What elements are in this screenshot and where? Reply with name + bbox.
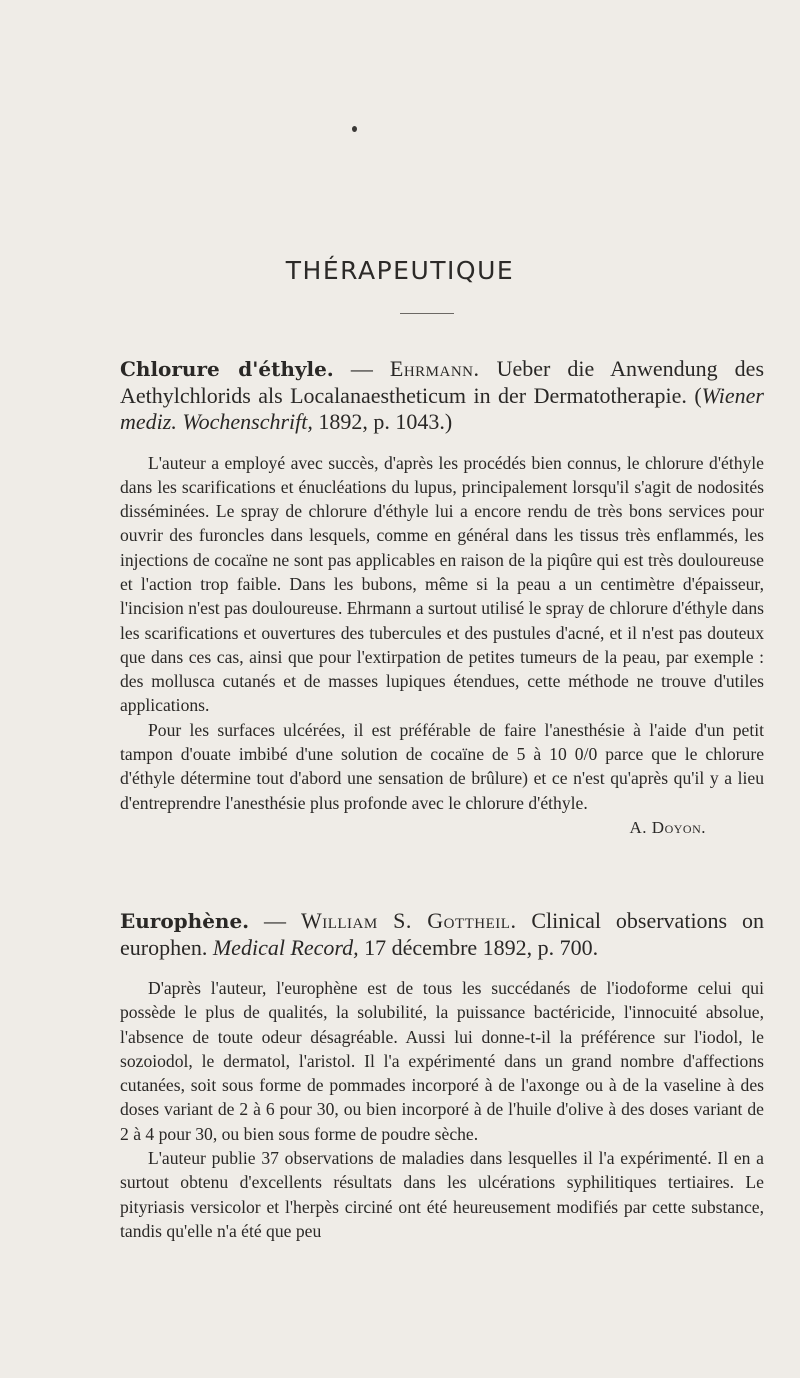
article-author: William S. Gottheil.	[300, 908, 517, 933]
section-title: THÉRAPEUTIQUE	[285, 256, 515, 285]
article-body	[120, 451, 764, 815]
article-subject: Europhène.	[120, 909, 250, 933]
article-subject: Chlorure d'éthyle.	[120, 357, 334, 381]
journal-name: Medical Record,	[212, 934, 359, 960]
signature: A. Doyon.	[629, 817, 706, 837]
article-author: Ehrmann.	[389, 356, 480, 381]
printer-dot	[352, 126, 357, 132]
paragraph: L'auteur publie 37 observations de maladies dans lesquelles il l'a expérimenté. Il en a surtout obtenu d'excellents résultats dans les ulcérations syphilitiques tertiaires. Le pityriasis versicolor et l'herpès circiné ont été heureusement modifiés par cette substance, tandis qu'elle n'a été que peu	[120, 1148, 764, 1241]
reference-title: Clinical observations on europhen.	[120, 908, 765, 960]
journal-name: Wiener mediz. Wochenschrift,	[120, 382, 764, 434]
paragraph: D'après l'auteur, l'europhène est de tous les succédanés de l'iodoforme celui qui possède le plus de qualités, la solubilité, la puissance bactéricide, l'innocuité absolue, l'absence de toute odeur désagréable. Aussi lui donne-t-il la préférence sur l'iodol, le sozoiodol, le dermatol, l'aristol. Il l'a expérimenté dans un grand nombre d'affections cutanées, soit sous forme de pommades incorporé à de l'axonge ou à de la vaseline à des doses variant de 2 à 6 pour 30, ou bien incorporé à de l'huile d'olive à des doses variant de 2 à 4 pour 30, ou bien sous forme de poudre sèche.	[120, 978, 764, 1144]
title-rule	[400, 313, 454, 314]
article-heading	[120, 908, 764, 961]
article-chlorure	[120, 356, 764, 838]
article-heading	[120, 356, 764, 436]
article-europhene	[120, 908, 764, 1243]
article-body	[120, 976, 764, 1243]
heading-dash: —	[333, 356, 390, 381]
reference-title: Ueber die Anwendung des Aethylchlorids als Localanaestheticum in der Dermatotherapie. (	[120, 356, 765, 408]
reference-tail: 17 décembre 1892, p. 700.	[358, 934, 599, 960]
reference-tail: 1892, p. 1043.)	[312, 409, 453, 434]
paragraph: L'auteur a employé avec succès, d'après les procédés bien connus, le chlorure d'éthyle dans les scarifications et énucléations du lupus, principalement lorsqu'il s'agit de nodosités disséminées. Le spray de chlorure d'éthyle lui a encore rendu de très bons services pour ouvrir des furoncles dans lesquels, comme en général dans les tissus très enflammés, les injections de cocaïne ne sont pas applicables en raison de la piqûre qui est très douloureuse et l'action trop faible. Dans les bubons, même si la peau a un centimètre d'épaisseur, l'incision n'est pas douloureuse. Ehrmann a surtout utilisé le spray de chlorure d'éthyle dans les scarifications et ouvertures des tubercules et des pustules d'acné, et il n'est pas douteux que dans ces cas, ainsi que pour l'extirpation de petites tumeurs de la peau, par exemple : des mollusca cutanés et de masses lupiques étendues, cette méthode ne trouve d'utiles applications.	[120, 452, 764, 716]
paragraph: Pour les surfaces ulcérées, il est préférable de faire l'anesthésie à l'aide d'un petit tampon d'ouate imbibé d'une solution de cocaïne de 5 à 10 0/0 parce que le chlorure d'éthyle détermine tout d'abord une sensation de brûlure) et ce n'est qu'après qu'il y a lieu d'entreprendre l'anesthésie plus profonde avec le chlorure d'éthyle.	[120, 719, 764, 813]
heading-dash: —	[249, 908, 301, 933]
